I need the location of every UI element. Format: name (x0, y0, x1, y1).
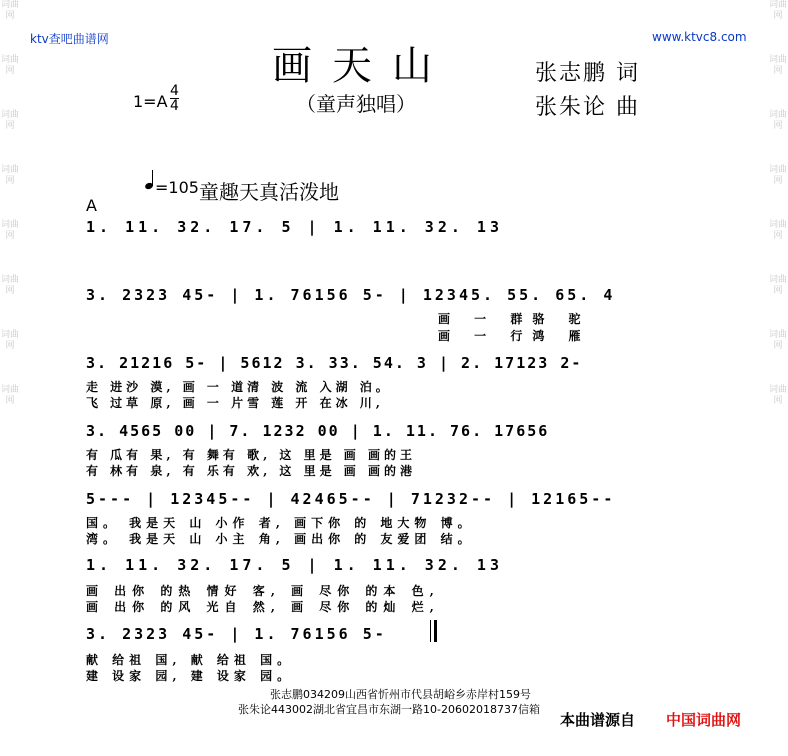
final-barline-thin (430, 620, 431, 642)
song-title: 画天山 (272, 43, 452, 89)
lyric-line-5a: 国。 我是天 山 小作 者, 画下你 的 地大物 博。 (86, 516, 475, 530)
right-site-link[interactable]: www.ktvc8.com (652, 30, 747, 44)
lyricist-address: 张志鹏034209山西省忻州市代县胡峪乡赤岸村159号 (270, 688, 531, 701)
lyric-line-4a: 有 瓜有 果, 有 舞有 歌, 这 里是 画 画的王 (86, 448, 416, 462)
tempo-expression: 童趣天真活泼地 (199, 180, 339, 204)
left-site-link[interactable]: ktv查吧曲谱网 (30, 32, 109, 46)
lyric-line-5b: 湾。 我是天 山 小主 角, 画出你 的 友爱团 结。 (86, 532, 475, 546)
notation-line-7: 3. 2323 45- | 1. 76156 5- (86, 625, 387, 643)
lyric-line-3a: 走 进沙 漠, 画 一 道清 波 流 入湖 泊。 (86, 380, 392, 394)
source-label: 本曲谱源自 (560, 711, 636, 729)
lyric-line-7a: 献 给祖 国, 献 给祖 国。 (86, 653, 295, 667)
notation-line-3: 3. 21216 5- | 5612 3. 33. 54. 3 | 2. 17123 2- (86, 354, 583, 372)
notation-line-2: 3. 2323 45- | 1. 76156 5- | 12345. 55. 65. 4 (86, 286, 616, 304)
lyric-line-3b: 飞 过草 原, 画 一 片雪 莲 开 在冰 川, (86, 396, 384, 410)
notation-line-5: 5--- | 12345-- | 42465-- | 71232-- | 12165-- (86, 490, 616, 508)
composer-address: 张朱论443002湖北省宜昌市东湖一路10-20602018737信箱 (238, 703, 540, 716)
lyric-line-4b: 有 林有 泉, 有 乐有 欢, 这 里是 画 画的港 (86, 464, 416, 478)
notation-line-6: 1. 11. 32. 17. 5 | 1. 11. 32. 13 (86, 556, 503, 574)
song-subtitle: （童声独唱） (296, 92, 416, 116)
tempo-bpm: =105 (155, 178, 199, 197)
left-watermark: 词曲网 词曲网 词曲网 词曲网 词曲网 词曲网 词曲网 词曲网 (0, 0, 19, 406)
lyric-line-6a: 画 出你 的热 情好 客, 画 尽你 的本 色, (86, 584, 440, 598)
lyric-line-7b: 建 设家 园, 建 设家 园。 (86, 669, 295, 683)
lyricist-credit: 张志鹏 词 (535, 61, 640, 86)
notation-line-4: 3. 4565 00 | 7. 1232 00 | 1. 11. 76. 17656 (86, 422, 550, 440)
quarter-note-stem (152, 170, 153, 186)
lyric-line-2a: 画 一 群骆 驼 (438, 312, 591, 326)
section-marker: A (86, 196, 97, 215)
key-signature: 1=A (133, 92, 168, 111)
time-signature: 4 4 (170, 83, 179, 114)
lyric-line-6b: 画 出你 的风 光自 然, 画 尽你 的灿 烂, (86, 600, 440, 614)
final-barline-thick (434, 620, 437, 642)
composer-credit: 张朱论 曲 (535, 95, 640, 120)
lyric-line-2b: 画 一 行鸿 雁 (438, 329, 591, 343)
right-watermark: 词曲网 词曲网 词曲网 词曲网 词曲网 词曲网 词曲网 词曲网 (768, 0, 787, 406)
source-site-link[interactable]: 中国词曲网 (666, 711, 742, 729)
notation-line-1: 1. 11. 32. 17. 5 | 1. 11. 32. 13 (86, 218, 503, 236)
